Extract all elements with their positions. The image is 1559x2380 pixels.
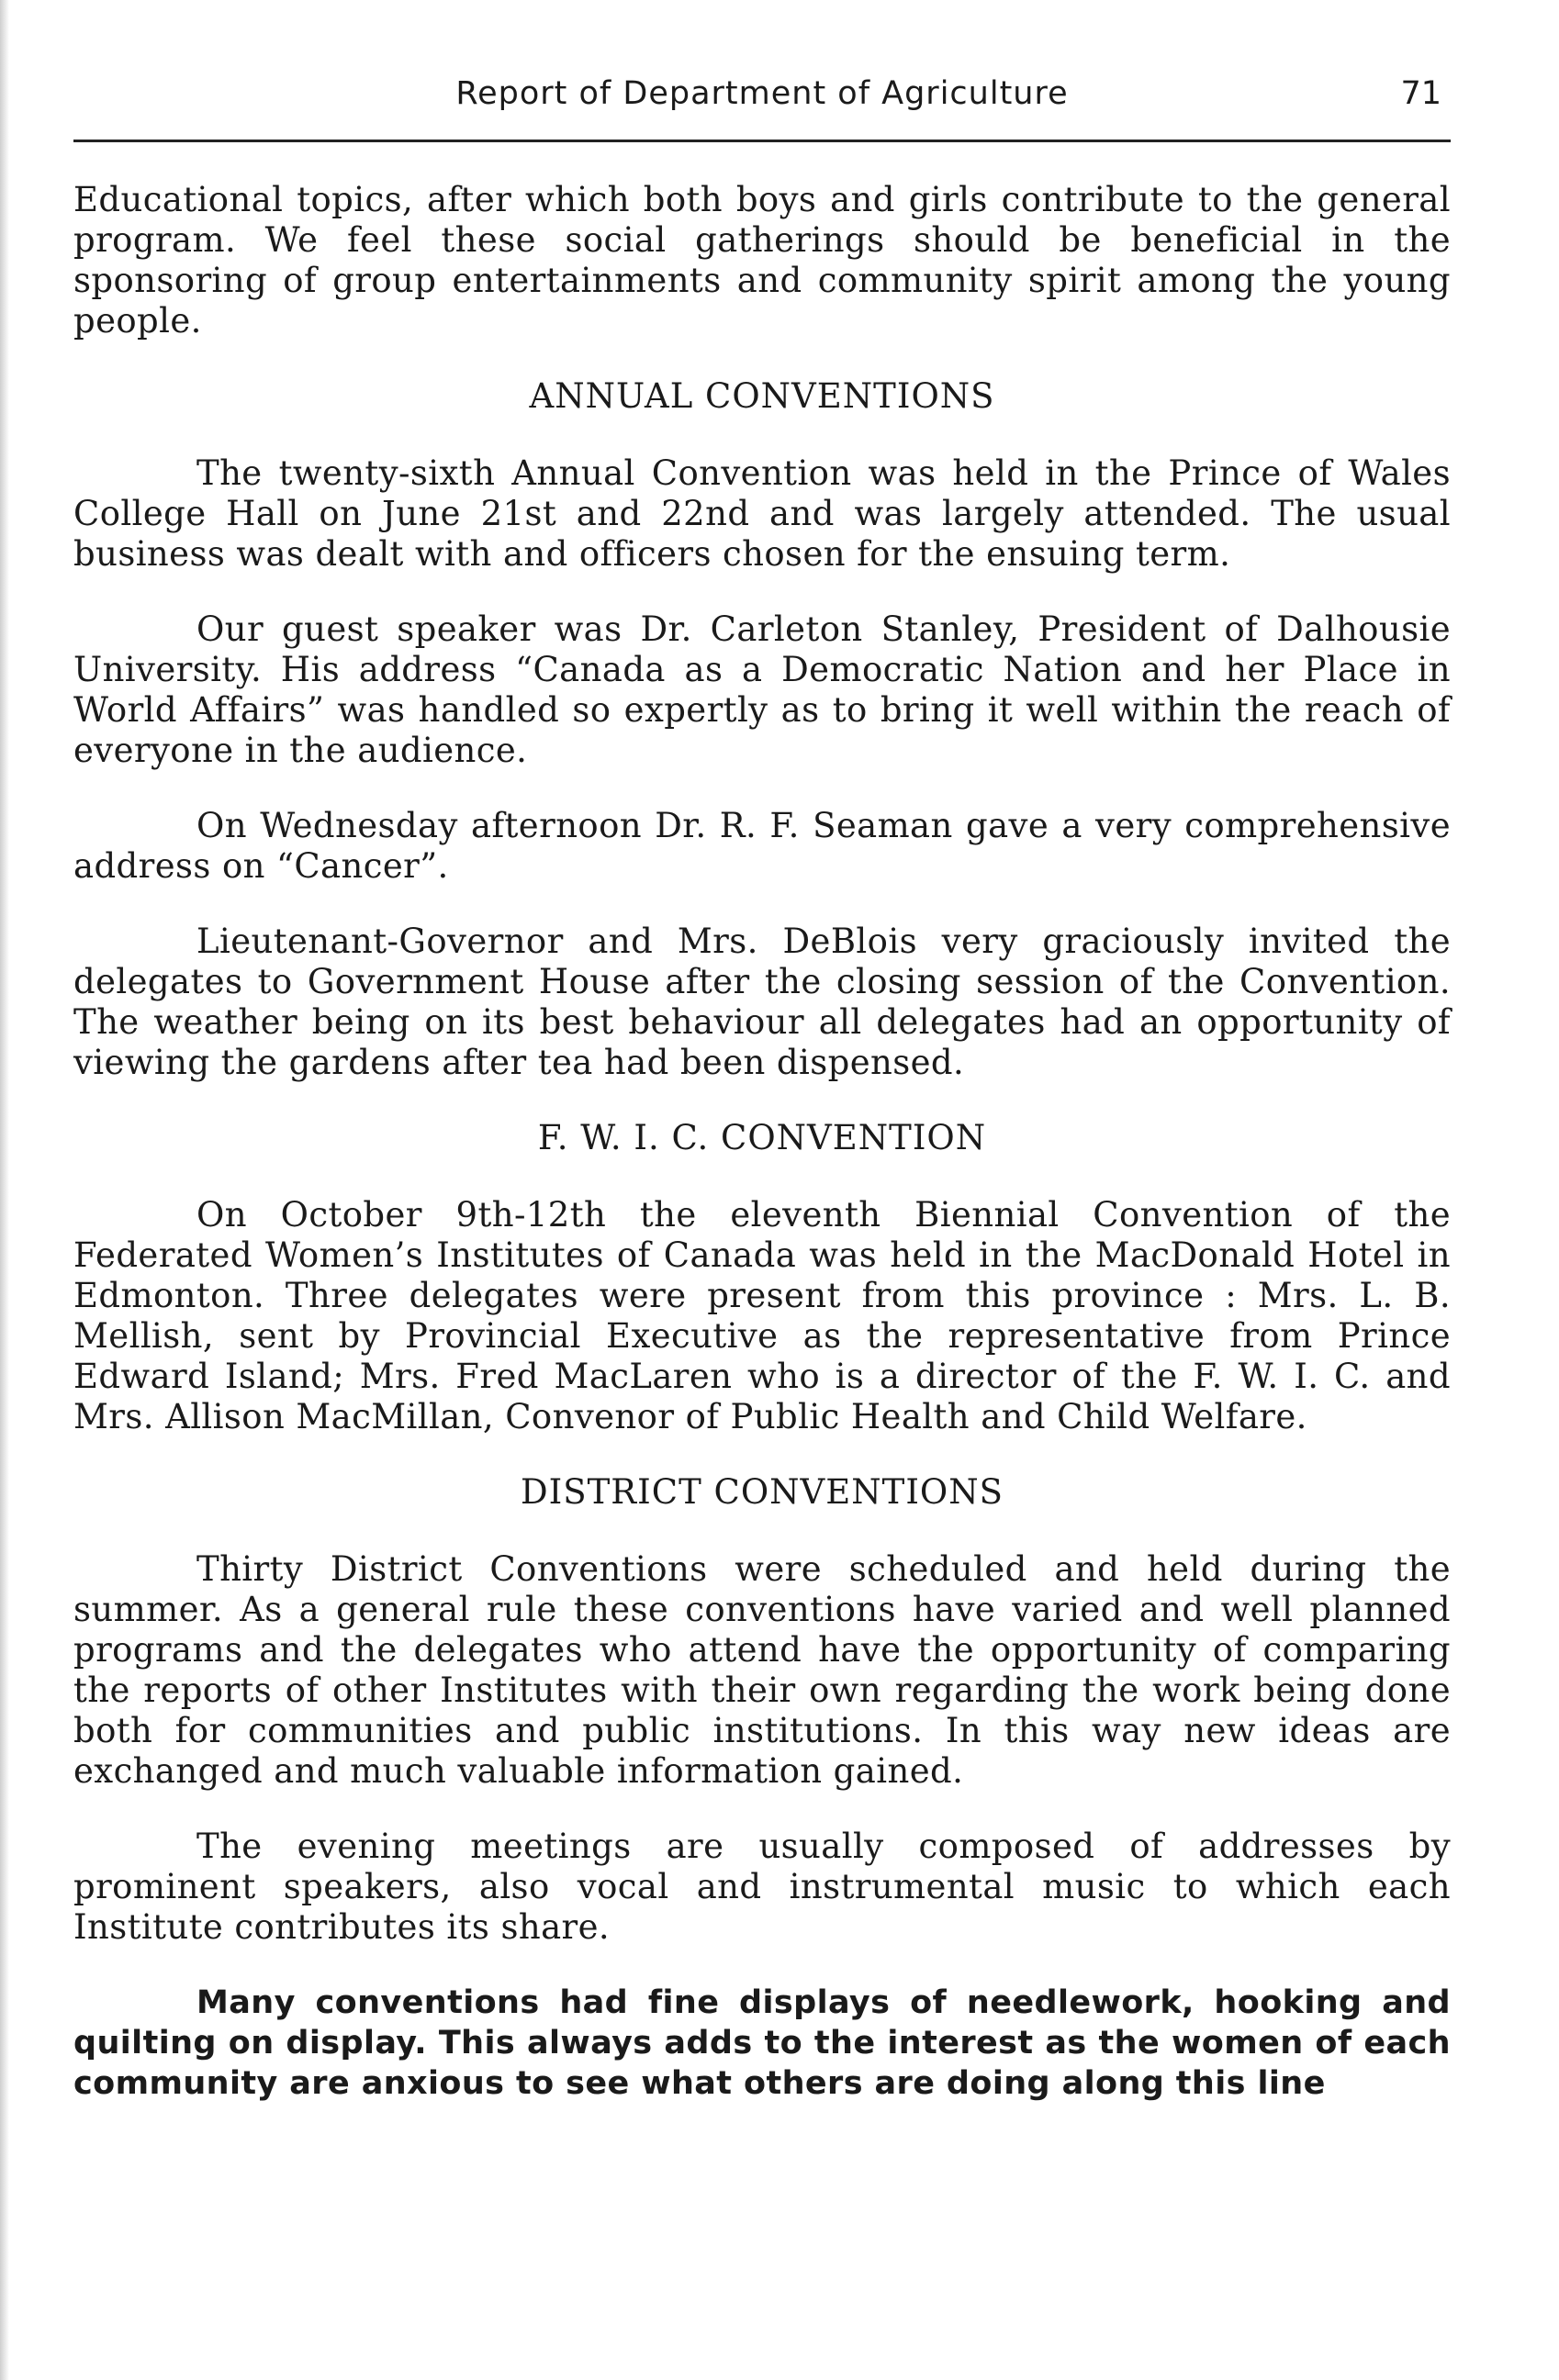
- district-paragraph-2: The evening meetings are usually composed of addresses by prominent speakers, also vocal and instrumental music to which each Institute contributes its share.: [73, 1827, 1451, 1947]
- intro-paragraph: Educational topics, after which both boys and girls contribute to the general program. We feel these social gatherings should be beneficial in the sponsoring of group entertainments and community spirit among the young people.: [73, 180, 1451, 341]
- annual-paragraph-4: Lieutenant-Governor and Mrs. DeBlois very graciously invited the delegates to Government House after the closing session of the Convention. The weather being on its best behaviour all delegates had an opportunity of viewing the gardens after tea had been dispensed.: [73, 922, 1451, 1082]
- fwic-paragraph-1: On October 9th-12th the eleventh Biennial Convention of the Federated Women’s Institutes of Canada was held in the MacDonald Hotel in Edmonton. Three delegates were present from this province : Mrs. L. B. Mellish, sent by Provincial Executive as the representative from Prince Edward Island; Mrs. Fred MacLaren who is a director of the F. W. I. C. and Mrs. Allison MacMillan, Convenor of Public Health and Child Welfare.: [73, 1195, 1451, 1436]
- running-title: Report of Department of Agriculture: [455, 75, 1069, 112]
- district-paragraph-1: Thirty District Conventions were scheduled and held during the summer. As a general rule these conventions have varied and well planned programs and the delegates who attend have the opportunity of comparing the reports of other Institutes with their own regarding the work being done both for communities and public institutions. In this way new ideas are exchanged and much valuable information gained.: [73, 1549, 1451, 1791]
- header-rule: [73, 140, 1451, 142]
- annual-conventions-heading: ANNUAL CONVENTIONS: [529, 376, 995, 416]
- page-body: [73, 180, 1451, 2139]
- page-edge: [0, 0, 9, 2380]
- annual-paragraph-1: The twenty-sixth Annual Convention was held in the Prince of Wales College Hall on June 21st and 22nd and was largely attended. The usual business was dealt with and officers chosen for the ensuing term.: [73, 453, 1451, 574]
- district-conventions-heading: DISTRICT CONVENTIONS: [520, 1472, 1004, 1512]
- fwic-convention-heading: F. W. I. C. CONVENTION: [537, 1118, 987, 1157]
- district-paragraph-3: Many conventions had fine displays of needlework, hooking and quilting on display. This always adds to the interest as the women of each community are anxious to see what others are doing along this line: [73, 1984, 1451, 2102]
- annual-paragraph-3: On Wednesday afternoon Dr. R. F. Seaman gave a very comprehensive address on “Cancer”.: [73, 806, 1451, 886]
- page-header: [73, 75, 1451, 127]
- page-number: 71: [1400, 75, 1441, 112]
- annual-paragraph-2: Our guest speaker was Dr. Carleton Stanley, President of Dalhousie University. His address “Canada as a Democratic Nation and her Place in World Affairs” was handled so expertly as to bring it well within the reach of everyone in the audience.: [73, 609, 1451, 770]
